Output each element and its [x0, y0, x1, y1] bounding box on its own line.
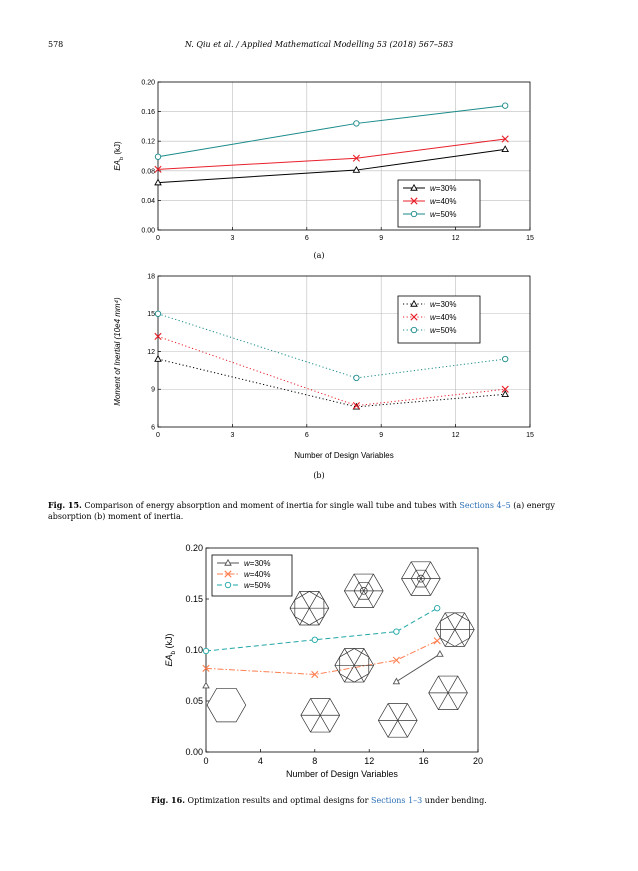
y-tick-label: 0.20	[185, 543, 203, 554]
fig15b-chart	[100, 266, 540, 466]
y-tick-label: 15	[147, 311, 155, 319]
data-point	[312, 637, 317, 642]
legend-label: w=50%	[244, 580, 271, 590]
data-point	[203, 683, 209, 688]
x-tick-label: 15	[526, 432, 534, 439]
fig15-caption-link[interactable]: Sections 4–5	[459, 501, 511, 510]
x-axis-label: Number of Design Variables	[286, 769, 398, 779]
fig15-caption-pre: Comparison of energy absorption and moment of inertia for single wall tube and tubes with	[84, 501, 457, 510]
series-line	[158, 139, 505, 169]
y-tick-label: 0.00	[185, 747, 203, 758]
data-point	[394, 629, 399, 634]
series-line	[158, 336, 505, 405]
y-tick-label: 0.16	[141, 109, 155, 117]
data-point	[437, 651, 443, 656]
data-point	[155, 356, 161, 361]
legend-swatch-marker	[411, 327, 416, 332]
y-axis-label: $EA_b$ (kJ)	[113, 141, 125, 171]
legend-label: w=50%	[430, 209, 457, 219]
legend-label: w=50%	[430, 325, 457, 335]
fig15a-chart	[100, 74, 540, 250]
data-point	[434, 605, 439, 610]
y-tick-label: 12	[147, 348, 155, 356]
legend-label: w=40%	[430, 196, 457, 206]
x-tick-label: 9	[379, 235, 384, 242]
x-tick-label: 6	[304, 235, 309, 242]
x-tick-label: 12	[451, 235, 460, 242]
x-tick-label: 4	[257, 756, 263, 766]
y-tick-label: 0.04	[141, 197, 155, 205]
data-point	[502, 356, 507, 361]
x-tick-label: 16	[418, 756, 429, 766]
page-header	[0, 40, 638, 54]
data-point	[155, 311, 160, 316]
legend-label: w=40%	[430, 312, 457, 322]
series-line	[158, 106, 505, 157]
y-tick-label: 0.08	[141, 168, 155, 176]
y-tick-label: 0.20	[141, 79, 155, 87]
hexagon-design-icon	[207, 688, 246, 722]
fig16-caption	[0, 795, 638, 806]
x-axis-label: Number of Design Variables	[294, 451, 394, 460]
data-point	[203, 648, 208, 653]
y-tick-label: 0.00	[141, 227, 155, 235]
x-tick-label: 3	[230, 235, 235, 242]
y-tick-label: 0.10	[185, 645, 203, 656]
x-tick-label: 9	[379, 432, 384, 439]
fig16-caption-link[interactable]: Sections 1–3	[370, 796, 423, 805]
fig16-chart	[160, 540, 500, 790]
y-tick-label: 6	[151, 424, 155, 432]
fig15a-sublabel: (a)	[313, 251, 325, 260]
y-tick-label: 9	[151, 386, 155, 394]
data-point	[502, 146, 508, 151]
legend-label: w=40%	[244, 569, 271, 579]
x-tick-label: 3	[230, 432, 235, 439]
legend-swatch-marker	[225, 582, 230, 587]
x-tick-label: 0	[156, 432, 160, 439]
y-tick-label: 0.15	[185, 594, 203, 605]
x-tick-label: 15	[526, 235, 534, 242]
page-number: 578	[48, 40, 64, 49]
legend-label: w=30%	[430, 183, 457, 193]
x-tick-label: 8	[312, 756, 318, 766]
y-axis-label: Moment of Inertial (10e4 mm⁴)	[113, 297, 122, 406]
fig16-caption-post: under bending.	[424, 796, 487, 805]
x-tick-label: 0	[203, 756, 209, 766]
y-tick-label: 0.05	[185, 696, 203, 707]
y-tick-label: 0.12	[141, 138, 155, 146]
series-line	[206, 641, 437, 675]
data-point	[434, 638, 440, 644]
journal-citation: N. Qiu et al. / Applied Mathematical Modelling 53 (2018) 567–583	[184, 40, 454, 49]
x-tick-label: 6	[304, 432, 309, 439]
fig15-caption-label: Fig. 15.	[48, 500, 82, 510]
data-point	[354, 375, 359, 380]
fig16-caption-label: Fig. 16.	[151, 795, 185, 805]
legend-label: w=30%	[430, 299, 457, 309]
x-tick-label: 0	[156, 235, 160, 242]
fig16-caption-pre: Optimization results and optimal designs for	[187, 796, 369, 805]
series-line	[206, 608, 437, 651]
series-line	[396, 654, 440, 682]
fig15b-sublabel: (b)	[313, 471, 325, 480]
data-point	[354, 121, 359, 126]
fig15-caption	[48, 500, 593, 522]
legend-label: w=30%	[244, 558, 271, 568]
legend-swatch-marker	[411, 211, 416, 216]
y-axis-label: $EA_b$ (kJ)	[164, 633, 177, 667]
y-tick-label: 18	[147, 273, 155, 281]
data-point	[393, 678, 399, 683]
data-point	[502, 103, 507, 108]
data-point	[155, 154, 160, 159]
x-tick-label: 12	[451, 432, 460, 439]
x-tick-label: 12	[364, 756, 375, 766]
series-line	[158, 359, 505, 407]
fig15-caption-post: (a) energy absorption (b) moment of inertia.	[48, 501, 555, 521]
x-tick-label: 20	[472, 756, 484, 766]
